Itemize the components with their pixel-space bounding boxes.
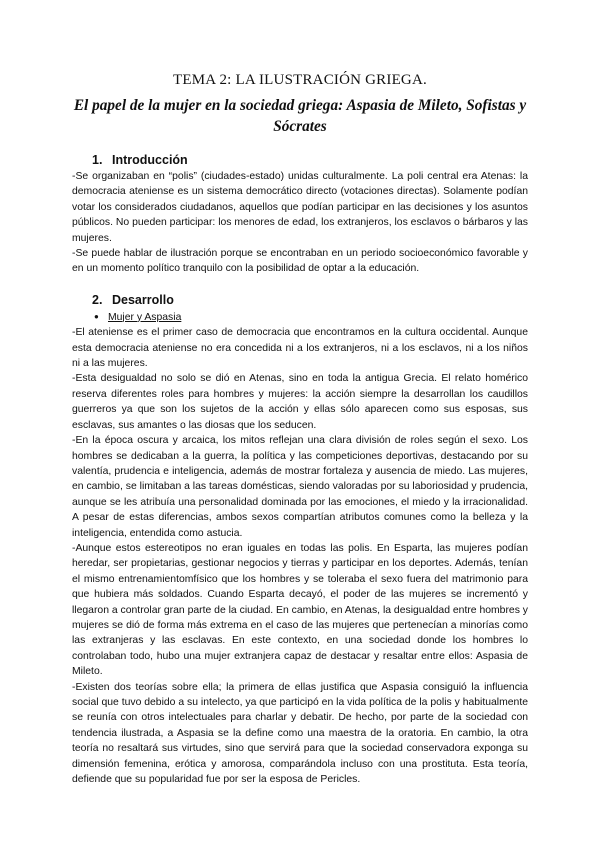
section-title: Introducción — [112, 153, 188, 167]
paragraph: -En la época oscura y arcaica, los mitos reflejan una clara división de roles según el sexo. Los hombres se dedicaban a la guerra, la política y las competiciones deportivas, destacando por su valentía, prudencia e inteligencia, además de mostrar fortaleza y ausencia de miedo. Las mujeres, en cambio, se limitaban a las tareas domésticas, siendo valoradas por su laboriosidad y prudencia, aunque se les atribuía una personalidad dominada por las emociones, el miedo y la irracionalidad. A pesar de estas diferencias, ambos sexos compartían atributos comunes como la belleza y la inteligencia, entendida como astucia. — [72, 435, 528, 539]
paragraph: -Se puede hablar de ilustración porque se encontraban en un periodo socioeconómico favorable y en un momento político tranquilo con la posibilidad de optar a la educación. — [72, 248, 528, 275]
section-heading-desarrollo — [72, 293, 528, 307]
section-number: 1. — [92, 153, 103, 167]
section-title: Desarrollo — [112, 292, 174, 307]
section-number: 2. — [92, 292, 103, 307]
paragraph: -Esta desigualdad no solo se dió en Atenas, sino en toda la antigua Grecia. El relato homérico reserva diferentes roles para hombres y mujeres: la acción siempre la desarrollan los caudillos guerreros ya que son los sujetos de la acción y ellas sólo aparecen como sus esposas, sus esclavas, sus amantes o las diosas que los seducen. — [72, 373, 528, 431]
section-heading-introduccion — [72, 153, 528, 167]
paragraph: -El ateniense es el primer caso de democracia que encontramos en la cultura occidental. Aunque esta democracia ateniense no era concedida ni a los extranjeros, ni a los esclavos, ni a los niños ni a las mujeres. — [72, 327, 528, 370]
paragraph: -Se organizaban en “polis” (ciudades-estado) unidas culturalmente. La poli central era Atenas: la democracia ateniense es un sistema democrático directo (votaciones directas). Solamente podían votar los considerados ciudadanos, aquellos que podían participar en las decisiones y los asuntos públicos. No pueden participar: los menores de edad, los extranjeros, los esclavos o bárbaros y las mujeres. — [72, 171, 528, 244]
bullet-icon: ● — [94, 311, 99, 321]
bullet-item — [72, 309, 528, 325]
document-subtitle: El papel de la mujer en la sociedad griega: Aspasia de Mileto, Sofistas y Sócrates — [73, 97, 527, 135]
paragraph: -Existen dos teorías sobre ella; la primera de ellas justifica que Aspasia consiguió la influencia social que tuvo debido a su intelecto, ya que participó en la vida política de la polis y habitualmente se reunía con otros intelectuales para charlar y debatir. De hecho, por parte de la sociedad con tendencia ilustrada, a Aspasia se la define como una maestra de la oratoria. En cambio, la otra teoría no resaltará sus virtudes, sino que servirá para que la sociedad conservadora exponga su dimensión femenina, erótica y amorosa, comparándola incluso con una prostituta. Esta teoría, defiende que su popularidad fue por ser la esposa de Pericles. — [72, 681, 528, 786]
paragraph: -Aunque estos estereotipos no eran iguales en todas las polis. En Esparta, las mujeres podían heredar, ser propietarias, gestionar negocios y tierras y participar en los deportes. Además, tenían el mismo entrenamientomfísico que los hombres y se toleraba el sexo fuera del matrimonio para que hubiera más soldados. Cuando Esparta decayó, el poder de las mujeres se incrementó y llegaron a controlar gran parte de la ciudad. En cambio, en Atenas, la desigualdad entre hombres y mujeres se dió de forma más extrema en el caso de las mujeres que pertenecían a minorías como las extranjeras y las esclavas. En este contexto, en una sociedad donde los hombres lo controlaban todo, hubo una mujer extranjera capaz de destacar y resaltar entre ellos: Aspasia de Mileto. — [72, 542, 528, 678]
document-title: TEMA 2: LA ILUSTRACIÓN GRIEGA. — [173, 72, 427, 88]
bullet-text: Mujer y Aspasia — [108, 311, 182, 323]
